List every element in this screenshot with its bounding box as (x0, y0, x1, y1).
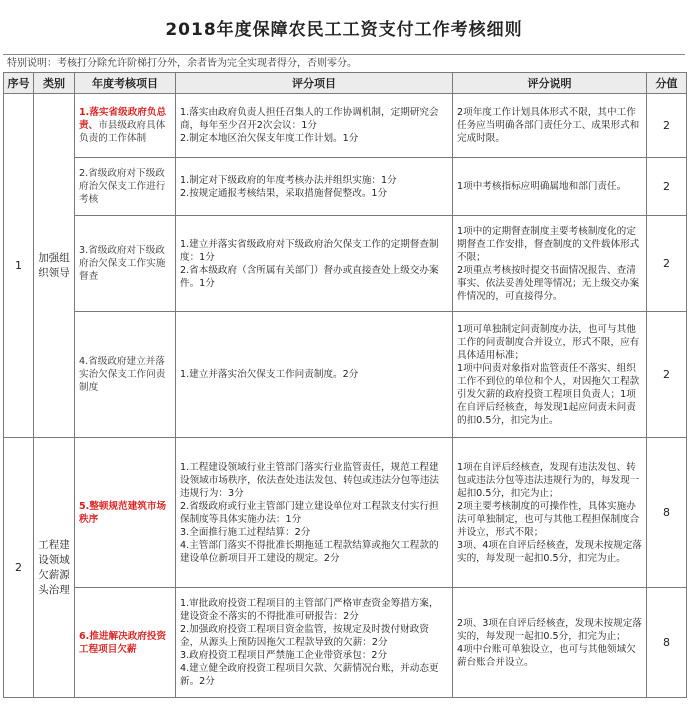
item-label: 2.省级政府对下级政府治欠保支工作进行考核 (79, 168, 166, 205)
scoring-criteria: 1.审批政府投资工程项目的主管部门严格审查资金筹措方案，建设资金不落实的不得批准可研报告：2分 2.加强政府投资工程项目资金监管，按规定及时拨付财政资金，从源头上预防因拖欠工程款导致的欠薪：2分 3.政府投资工程项目严禁施工企业带资承包：2分 4.建立健全政府投资工程项目欠款、欠薪情况台账，并动态更新。2分 (176, 588, 453, 698)
row-category: 工程建设领域欠薪源头治理 (34, 438, 75, 698)
assessment-item (75, 588, 176, 698)
scoring-criteria: 1.建立并落实治欠保支工作问责制度。2分 (176, 312, 453, 438)
header-category: 类别 (34, 73, 75, 94)
scoring-explanation: 1项在自评后经核查，发现有违法发包、转包或违法分包等违法违规行为的，每发现一起扣0.5分，扣完为止； 2项主要考核制度的可操作性，具体实施办法可单独制定，也可与其他工程担保制度合并设立，形式不限； 3项、4项在自评后经核查，发现未按规定落实的，每发现一起扣0.5分，扣完为止。 (453, 438, 647, 588)
item-label: 3.省级政府对下级政府治欠保支工作实施督查 (79, 245, 166, 282)
score-value: 2 (647, 312, 687, 438)
scoring-explanation: 1项可单独制定问责制度办法，也可与其他工作的问责制度合并设立，形式不限，应有具体适用标准； 1项中问责对象指对监管责任不落实、组织工作不到位的单位和个人，对因拖欠工程款引发欠薪的政府投资工程项目负责人；1项在自评后经核查，每发现1起应问责未问责的扣0.5分，扣完为止。 (453, 312, 647, 438)
assessment-table (3, 72, 687, 698)
scoring-explanation: 2项、3项在自评后经核查，发现未按规定落实的，每发现一起扣0.5分，扣完为止； 4项中台账可单独设立，也可与其他领域欠薪台账合并设立。 (453, 588, 647, 698)
row-category: 加强组织领导 (34, 94, 75, 438)
table-row (4, 312, 687, 438)
assessment-item (75, 216, 176, 312)
scoring-criteria: 1.建立并落实省级政府对下级政府治欠保支工作的定期督查制度：1分 2.省本级政府（含所属有关部门）督办或直接查处上级交办案件。1分 (176, 216, 453, 312)
score-value: 8 (647, 438, 687, 588)
item-highlight: 6.推进解决政府投资工程项目欠薪 (79, 630, 167, 655)
table-row (4, 216, 687, 312)
row-index: 1 (4, 94, 34, 438)
score-value: 2 (647, 216, 687, 312)
scoring-criteria: 1.工程建设领域行业主管部门落实行业监管责任，规范工程建设领域市场秩序，依法查处违法发包、转包或违法分包等违法违规行为：3分 2.省级政府或行业主管部门建立建设单位对工程款支付实行担保制度等具体实施办法：1分 3.全面推行施工过程结算：2分 4.主管部门落实不得批准长期拖延工程款结算或拖欠工程款的建设单位新项目开工建设的规定。2分 (176, 438, 453, 588)
assessment-item (75, 94, 176, 158)
header-score: 分值 (647, 73, 687, 94)
item-highlight: 5.整顿规范建筑市场秩序 (79, 500, 167, 525)
scoring-explanation: 1项中的定期督查制度主要考核制度化的定期督查工作安排，督查制度的文件载体形式不限； 2项重点考核按时提交书面情况报告、查清事实、依法妥善处理等情况；无上级交办案件情况的，可直接得分。 (453, 216, 647, 312)
header-item: 年度考核项目 (75, 73, 176, 94)
header-explanation: 评分说明 (453, 73, 647, 94)
score-value: 2 (647, 158, 687, 216)
scoring-criteria: 1.制定对下级政府的年度考核办法并组织实施：1分 2.按规定通报考核结果，采取措施督促整改。1分 (176, 158, 453, 216)
scoring-explanation: 1项中考核指标应明确属地和部门责任。 (453, 158, 647, 216)
table-row (4, 158, 687, 216)
item-highlight: 1.落实省级政府负总责、 (79, 107, 167, 131)
score-value: 2 (647, 94, 687, 158)
assessment-item (75, 438, 176, 588)
header-criteria: 评分项目 (176, 73, 453, 94)
item-label: 市县级政府具体负责的工作体制 (79, 120, 166, 144)
scoring-explanation: 2项年度工作计划具体形式不限，其中工作任务应当明确各部门责任分工、成果形式和完成时限。 (453, 94, 647, 158)
scoring-criteria: 1.落实由政府负责人担任召集人的工作协调机制，定期研究会商，每年至少召开2次会议：1分 2.制定本地区治欠保支年度工作计划。1分 (176, 94, 453, 158)
special-note: 特别说明：考核打分除允许阶梯打分外，余者皆为完全实现者得分，否则零分。 (3, 54, 685, 72)
item-label: 4.省级政府建立并落实治欠保支工作问责制度 (79, 356, 166, 393)
score-value: 8 (647, 588, 687, 698)
page-title: 2018年度保障农民工工资支付工作考核细则 (165, 19, 523, 40)
row-index: 2 (4, 438, 34, 698)
header-index: 序号 (4, 73, 34, 94)
table-row (4, 94, 687, 158)
assessment-item (75, 312, 176, 438)
assessment-item (75, 158, 176, 216)
table-row (4, 588, 687, 698)
table-header-row (4, 73, 687, 94)
table-row (4, 438, 687, 588)
